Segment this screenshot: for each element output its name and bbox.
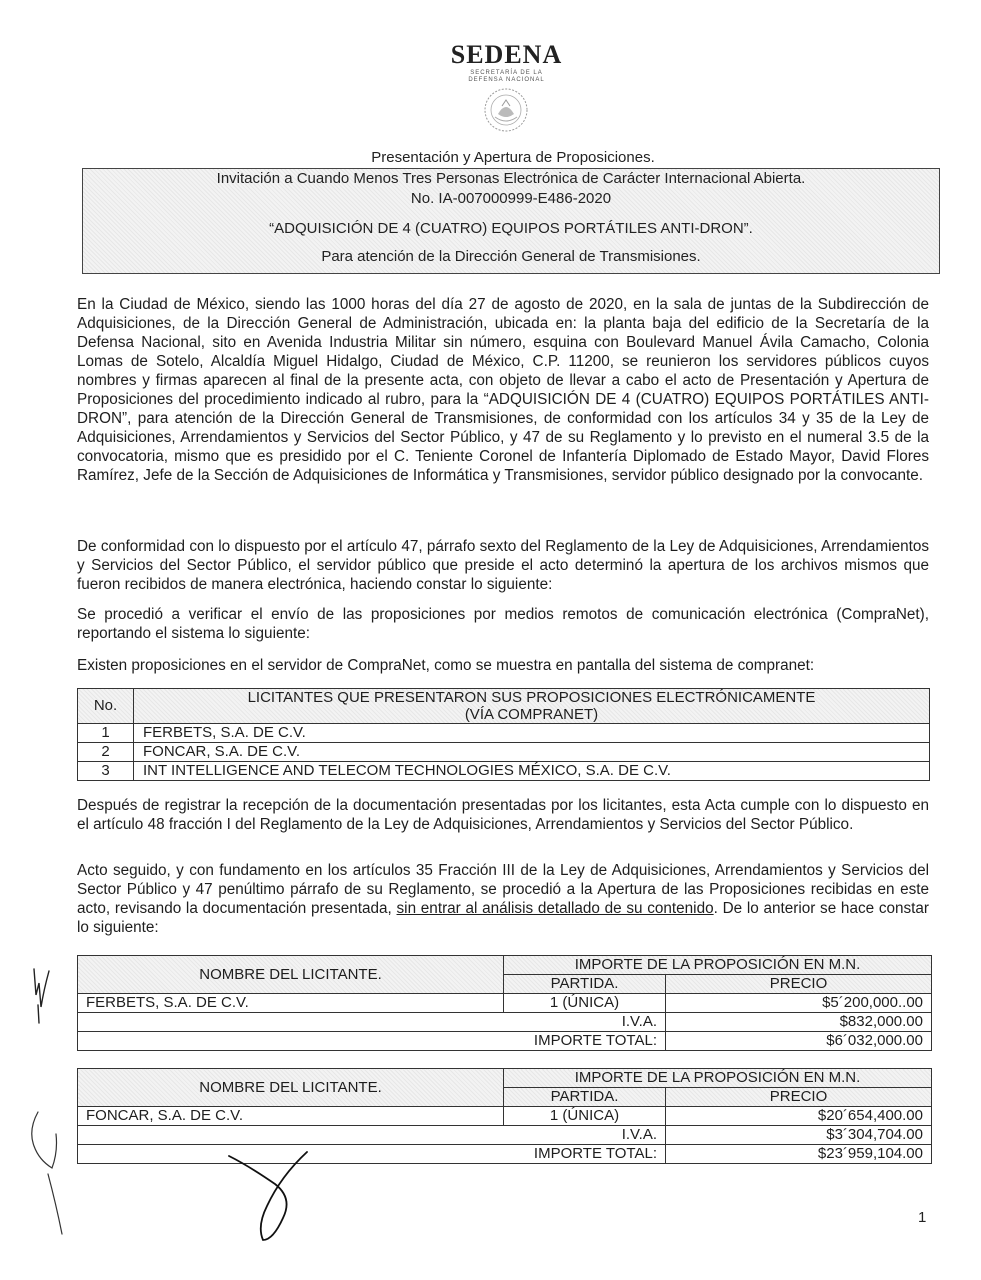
iva-value: $832,000.00 [666,1013,932,1032]
proposal-table-ferbets [77,955,932,1051]
bidder-name: INT INTELLIGENCE AND TELECOM TECHNOLOGIES MÉXICO, S.A. DE C.V. [134,762,930,781]
opening-text-end: . De lo anterior se hace constar lo siguiente: [77,900,929,936]
attention-line: Para atención de la Dirección General de Transmisiones. [321,248,701,265]
opening-text-underlined: sin entrar al análisis detallado de su contenido [396,900,714,917]
table-row [78,762,930,781]
col-header-partida: PARTIDA. [504,1088,666,1107]
proposal-table-foncar [77,1068,932,1164]
iva-label: I.V.A. [78,1126,666,1145]
table-row [78,1107,932,1126]
invitation-box [82,168,940,274]
precio-value: $5´200,000..00 [666,994,932,1013]
paragraph-registration: Después de registrar la recepción de la documentación presentadas por los licitantes, esta Acta cumple con lo dispuesto en el artículo 48 fracción I del Reglamento de la Ley de Adquisiciones, Arrendamientos y Servicios del Sector Público. [77,797,929,833]
row-number: 2 [78,743,134,762]
initial-mark-left-margin [28,1100,88,1245]
table-row [78,1145,932,1164]
document-title: Presentación y Apertura de Proposiciones. [371,149,655,166]
bidder-name: FERBETS, S.A. DE C.V. [134,724,930,743]
col-header-no: No. [78,689,134,724]
logo-subtext-line-2: DEFENSA NACIONAL [468,77,545,83]
paragraph-conformity: De conformidad con lo dispuesto por el artículo 47, párrafo sexto del Reglamento de la Ley de Adquisiciones, Arrendamientos y Servicios del Sector Público, el servidor público que preside el acto determinó la apertura de los archivos mismos que fueron recibidos de manera electrónica, haciendo constar lo siguiente: [77,538,929,593]
bidder-name: FERBETS, S.A. DE C.V. [78,994,504,1013]
sedena-logo-text: SEDENA [450,40,563,69]
national-seal-icon [478,86,534,134]
row-number: 3 [78,762,134,781]
bidders-table [77,688,930,781]
total-value: $6´032,000.00 [666,1032,932,1051]
table-row [78,1126,932,1145]
col-header-precio: PRECIO [666,975,932,994]
paragraph-opening [77,861,929,937]
col-header-import: IMPORTE DE LA PROPOSICIÓN EN M.N. [504,956,932,975]
proposal-header-row [78,1069,932,1088]
col-header-bidder-name: NOMBRE DEL LICITANTE. [78,1069,504,1107]
paragraph-verification: Se procedió a verificar el envío de las proposiciones por medios remotos de comunicación electrónica (CompraNet), reportando el sistema lo siguiente: [77,606,929,642]
total-value: $23´959,104.00 [666,1145,932,1164]
proposal-header-row [78,956,932,975]
table-row [78,994,932,1013]
procedure-number: No. IA-007000999-E486-2020 [410,190,612,207]
col-header-import: IMPORTE DE LA PROPOSICIÓN EN M.N. [504,1069,932,1088]
precio-value: $20´654,400.00 [666,1107,932,1126]
col-header-bidder-name: NOMBRE DEL LICITANTE. [78,956,504,994]
sedena-logo-subtext [0,70,981,84]
paragraph-compranet: Existen proposiciones en el servidor de CompraNet, como se muestra en pantalla del sistema de compranet: [77,657,815,674]
partida-value: 1 (ÚNICA) [504,994,666,1013]
table-row [78,743,930,762]
bidder-name: FONCAR, S.A. DE C.V. [78,1107,504,1126]
iva-value: $3´304,704.00 [666,1126,932,1145]
iva-label: I.V.A. [78,1013,666,1032]
opening-text-start: Acto seguido, y con fundamento en los artículos 35 Fracción III de la Ley de Adquisiciones, Arrendamientos y Servicios del Sector Público y 47 penúltimo párrafo de su Reglamento, se procedió a la Apertura de las Proposiciones recibidas en este acto, revisando la documentación presentada, [77,862,929,917]
bidders-header-line-2: (VÍA COMPRANET) [464,706,599,723]
total-label: IMPORTE TOTAL: [78,1032,666,1051]
table-row [78,1032,932,1051]
table-header-row [78,689,930,724]
total-label: IMPORTE TOTAL: [78,1145,666,1164]
initial-mark-top-left [28,965,58,1027]
col-header-bidders [134,689,930,724]
acquisition-title: “ADQUISICIÓN DE 4 (CUATRO) EQUIPOS PORTÁTILES ANTI-DRON”. [269,220,753,237]
invitation-line: Invitación a Cuando Menos Tres Personas Electrónica de Carácter Internacional Abierta. [216,170,806,187]
bidders-header-line-1: LICITANTES QUE PRESENTARON SUS PROPOSICIONES ELECTRÓNICAMENTE [247,689,816,706]
row-number: 1 [78,724,134,743]
col-header-partida: PARTIDA. [504,975,666,994]
partida-value: 1 (ÚNICA) [504,1107,666,1126]
signature-mark [225,1150,315,1245]
bidder-name: FONCAR, S.A. DE C.V. [134,743,930,762]
page-number: 1 [918,1209,927,1226]
table-row [78,1013,932,1032]
col-header-precio: PRECIO [666,1088,932,1107]
table-row [78,724,930,743]
logo-subtext-line-1: SECRETARÍA DE LA [470,70,543,76]
paragraph-intro: En la Ciudad de México, siendo las 1000 horas del día 27 de agosto de 2020, en la sala de juntas de la Subdirección de Adquisiciones, de la Dirección General de Administración, ubicada en: la planta baja del edificio de la Secretaría de la Defensa Nacional, sito en Avenida Industria Militar sin número, esquina con Boulevard Manuel Ávila Camacho, Colonia Lomas de Sotelo, Alcaldía Miguel Hidalgo, Ciudad de México, C.P. 11200, se reunieron los servidores públicos cuyos nombres y firmas aparecen al final de la presente acta, con objeto de llevar a cabo el acto de Presentación y Apertura de Proposiciones del procedimiento indicado al rubro, para la “ADQUISICIÓN DE 4 (CUATRO) EQUIPOS PORTÁTILES ANTI-DRON”, para atención de la Dirección General de Transmisiones, de conformidad con los artículos 34 y 35 de la Ley de Adquisiciones, Arrendamientos y Servicios del Sector Público, y 47 de su Reglamento y lo previsto en el numeral 3.5 de la convocatoria, mismo que es presidido por el C. Teniente Coronel de Infantería Diplomado de Estado Mayor, David Flores Ramírez, Jefe de la Sección de Adquisiciones de Informática y Transmisiones, servidor público designado por la convocante. [77,296,929,484]
